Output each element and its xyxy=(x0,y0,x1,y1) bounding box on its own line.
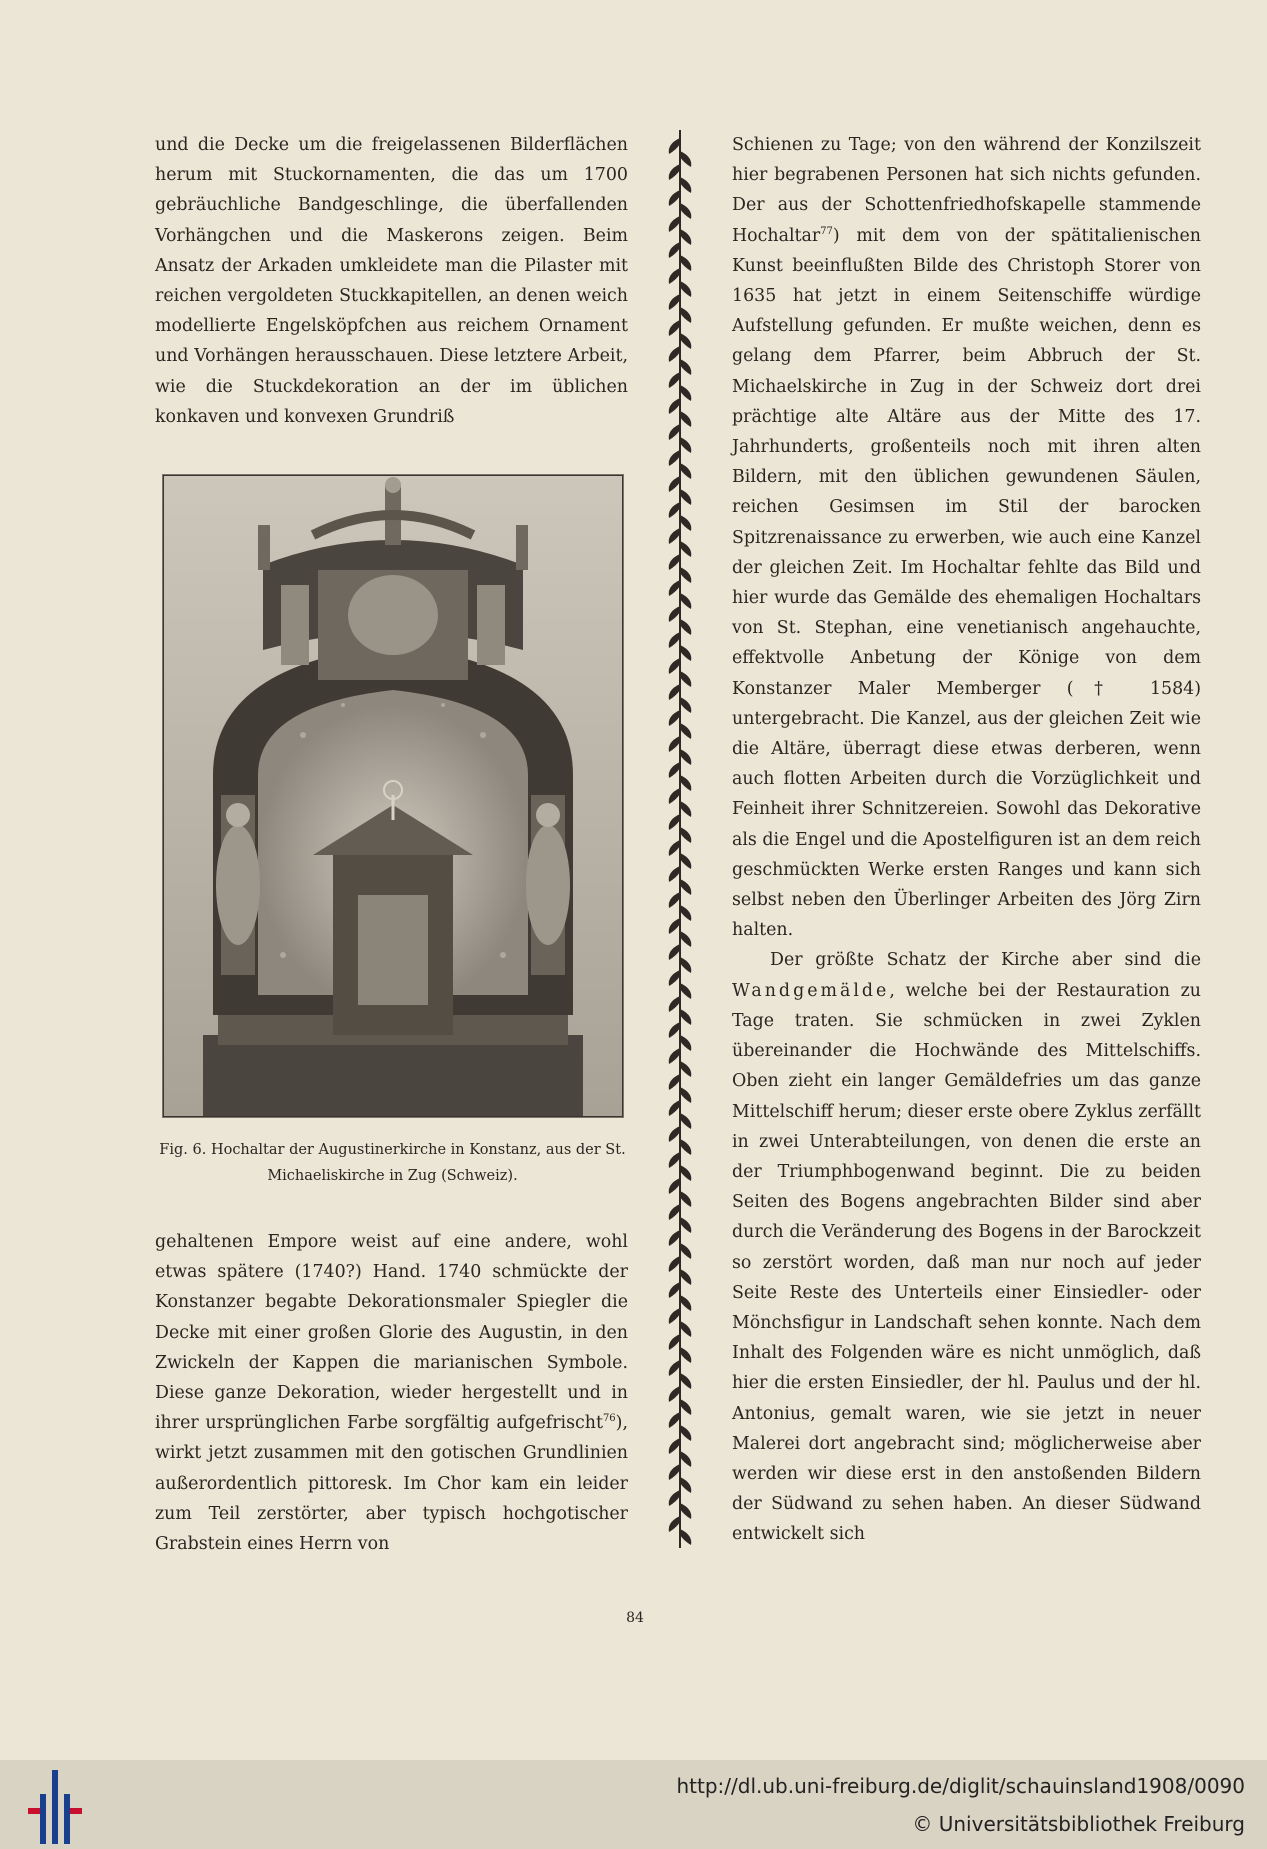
vine-leaf xyxy=(680,1009,691,1025)
vine-leaf xyxy=(669,450,680,466)
vine-leaf xyxy=(680,1399,691,1415)
vine-leaf xyxy=(680,879,691,895)
figure-caption: Fig. 6. Hochaltar der Augustinerkirche in Konstanz, aus der St. Michaeliskirche in Zug (Schweiz). xyxy=(159,1142,626,1184)
document-url-link[interactable]: http://dl.ub.uni-freiburg.de/diglit/schauinsland1908/0090 xyxy=(676,1774,1245,1798)
vine-leaf xyxy=(669,788,680,804)
vine-leaf xyxy=(680,463,691,479)
vine-leaf xyxy=(669,1282,680,1298)
vine-leaf xyxy=(669,1334,680,1350)
vine-leaf xyxy=(680,1477,691,1493)
altar-image xyxy=(163,475,623,1117)
vine-leaf xyxy=(680,567,691,583)
vine-leaf xyxy=(669,684,680,700)
vine-leaf xyxy=(680,853,691,869)
vine-leaf xyxy=(669,1074,680,1090)
emphasized-term: Wandgemälde xyxy=(732,980,890,1001)
vine-leaf xyxy=(669,814,680,830)
vine-leaf xyxy=(680,1139,691,1155)
vine-leaf xyxy=(680,489,691,505)
vine-leaf xyxy=(680,619,691,635)
vine-leaf xyxy=(680,723,691,739)
vine-leaf xyxy=(669,736,680,752)
vine-leaf xyxy=(680,645,691,661)
vine-leaf xyxy=(669,216,680,232)
vine-leaf xyxy=(669,606,680,622)
vine-leaf xyxy=(669,1438,680,1454)
vine-leaf xyxy=(680,333,691,349)
vine-leaf xyxy=(669,1100,680,1116)
vine-leaf xyxy=(669,320,680,336)
vine-leaf xyxy=(669,502,680,518)
vine-leaf xyxy=(669,1308,680,1324)
paragraph: gehaltenen Empore weist auf eine andere, wohl etwas spätere (1740?) Hand. 1740 schmückte der Konstanzer begabte Dekorationsmaler Spiegler die Decke mit einer großen Glorie des Augustin, in den Zwickeln der Kappen die marianischen Symbole. Diese ganze Dekoration, wieder hergestellt und in ihrer ursprünglichen Farbe sorgfältig aufgefrischt$^{76}$), wirkt jetzt zusammen mit den gotischen Grundlinien außerordentlich pittoresk. Im Chor kam ein leider zum Teil zerstörter, aber typisch hochgotischer Grabstein eines Herrn von xyxy=(155,1232,628,1555)
vine-leaf xyxy=(680,1061,691,1077)
vine-leaf xyxy=(680,1295,691,1311)
vine-leaf xyxy=(680,1347,691,1363)
vine-leaf xyxy=(669,944,680,960)
vine-leaf xyxy=(669,580,680,596)
footnote-ref: 76 xyxy=(602,1413,616,1425)
vine-leaf xyxy=(669,190,680,206)
vine-leaf xyxy=(680,151,691,167)
vine-leaf xyxy=(680,1087,691,1103)
vine-leaf xyxy=(680,775,691,791)
footer-bar xyxy=(0,1760,1267,1849)
vine-leaf xyxy=(669,242,680,258)
vine-leaf xyxy=(680,307,691,323)
vine-leaf xyxy=(669,1412,680,1428)
vine-leaf xyxy=(669,1256,680,1272)
vine-leaf xyxy=(669,1230,680,1246)
vine-leaf xyxy=(669,658,680,674)
vine-leaf xyxy=(680,697,691,713)
vine-leaf xyxy=(680,437,691,453)
footnote-ref: 77 xyxy=(820,225,833,237)
vine-leaf xyxy=(669,1152,680,1168)
vine-leaf xyxy=(680,1217,691,1233)
vine-leaf xyxy=(680,1451,691,1467)
vine-leaf xyxy=(669,346,680,362)
vine-leaf xyxy=(680,1243,691,1259)
vine-leaf xyxy=(680,281,691,297)
vine-leaf xyxy=(669,1178,680,1194)
vine-leaf xyxy=(669,1516,680,1532)
vine-leaf xyxy=(680,593,691,609)
vine-leaf xyxy=(669,294,680,310)
vine-leaf xyxy=(669,372,680,388)
paragraph: und die Decke um die freigelassenen Bilderflächen herum mit Stuckornamenten, die das um 1700 gebräuchliche Bandgeschlinge, die überfallenden Vorhängchen und die Maskerons zeigen. Beim Ansatz der Arkaden umkleidete man die Pilaster mit reichen vergoldeten Stuckkapitellen, an denen weich modellierte Engelsköpfchen aus reichem Ornament und Vorhängen herausschauen. Diese letztere Arbeit, wie die Stuckdekoration an der im üblichen konkaven und konvexen Grundriß xyxy=(155,135,628,427)
vine-leaf xyxy=(680,1529,691,1545)
vine-leaf xyxy=(680,229,691,245)
vine-leaf xyxy=(669,996,680,1012)
page-number: 84 xyxy=(626,1610,644,1626)
vine-leaf xyxy=(669,164,680,180)
vine-leaf xyxy=(680,749,691,765)
vine-leaf xyxy=(669,398,680,414)
vine-leaf xyxy=(669,1490,680,1506)
vine-leaf xyxy=(680,957,691,973)
vine-leaf xyxy=(669,762,680,778)
vine-leaf xyxy=(669,1048,680,1064)
vine-leaf xyxy=(680,1425,691,1441)
vine-leaf xyxy=(669,1022,680,1038)
paragraph: Schienen zu Tage; von den während der Konzilszeit hier begrabenen Personen hat sich nichts gefunden. Der aus der Schottenfriedhofskapelle stammende Hochaltar$^{77}$) mit dem von der spätitalienischen Kunst beeinflußten Bilde des Christoph Storer von 1635 hat jetzt in einem Seitenschiffe würdige Aufstellung gefunden. Er mußte weichen, denn es gelang dem Pfarrer, beim Abbruch der St. Michaelskirche in Zug in der Schweiz dort drei prächtige alte Altäre aus der Mitte des 17. Jahrhunderts, großenteils noch mit ihren alten Bildern, mit den üblichen gewundenen Säulen, reichen Gesimsen im Stil der barocken Spitzrenaissance zu erwerben, wie auch eine Kanzel der gleichen Zeit. Im Hochaltar fehlte das Bild und hier wurde das Gemälde des ehemaligen Hochaltars von St. Stephan, eine venetianisch angehauchte, effektvolle Anbetung der Könige von dem Konstanzer Maler Memberger († 1584) untergebracht. Die Kanzel, aus der gleichen Zeit wie die Altäre, überragt diese etwas derberen, wenn auch flotten Arbeiten durch die Vorzüglichkeit und Feinheit ihrer Schnitzereien. Sowohl das Dekorative als die Engel und die Apostelfiguren ist an dem reich geschmückten Werke ersten Ranges und kann sich selbst neben den Überlinger Arbeiten des Jörg Zirn halten. xyxy=(732,135,1201,941)
vine-leaf xyxy=(680,1035,691,1051)
vine-leaf xyxy=(669,840,680,856)
vine-leaf xyxy=(669,554,680,570)
vine-leaf xyxy=(680,905,691,921)
vine-leaf xyxy=(669,866,680,882)
left-column-top xyxy=(155,130,628,432)
vine-ornament xyxy=(664,130,696,1548)
vine-leaf xyxy=(669,1464,680,1480)
vine-leaf xyxy=(680,1503,691,1519)
vine-leaf xyxy=(680,983,691,999)
vine-leaf xyxy=(680,1321,691,1337)
vine-leaf xyxy=(680,177,691,193)
vine-leaf xyxy=(680,385,691,401)
library-logo-icon xyxy=(28,1770,82,1844)
paragraph: Der größte Schatz der Kirche aber sind die Wandgemälde, welche bei der Restauration zu Tage traten. Sie schmücken in zwei Zyklen übereinander die Hochwände des Mittelschiffs. Oben zieht ein langer Gemäldefries um das ganze Mittelschiff herum; dieser erste obere Zyklus zerfällt in zwei Unterabteilungen, von denen die erste an der Triumphbogenwand beginnt. Die zu beiden Seiten des Bogens angebrachten Bilder sind aber durch die Veränderung des Bogens in der Barockzeit so zerstört worden, daß man nur noch auf jeder Seite Reste des Unterteils einer Einsiedler- oder Mönchsfigur in Landschaft sehen konnte. Nach dem Inhalt des Folgenden wäre es nicht unmöglich, daß hier die ersten Einsiedler, der hl. Paulus und der hl. Antonius, gemalt waren, wie sie jetzt in neuer Malerei dort angebracht sind; möglicherweise aber werden wir diese erst in den anstoßenden Bildern der Südwand zu sehen haben. An dieser Südwand entwickelt sich xyxy=(732,950,1201,1545)
vine-leaf xyxy=(680,801,691,817)
vine-leaf xyxy=(669,138,680,154)
vine-leaf xyxy=(680,1165,691,1181)
vine-leaf xyxy=(669,918,680,934)
vine-leaf xyxy=(680,1269,691,1285)
vine-leaf xyxy=(669,1126,680,1142)
vine-leaf xyxy=(680,931,691,947)
vine-leaf xyxy=(680,515,691,531)
vine-leaf xyxy=(669,892,680,908)
right-column xyxy=(732,130,1201,1550)
vine-leaf xyxy=(680,1373,691,1389)
vine-leaf xyxy=(680,1113,691,1129)
vine-leaf xyxy=(669,1386,680,1402)
vine-leaf xyxy=(680,255,691,271)
vine-leaf xyxy=(669,476,680,492)
vine-leaf xyxy=(669,268,680,284)
vine-leaf xyxy=(680,359,691,375)
vine-leaf xyxy=(680,411,691,427)
vine-leaf xyxy=(680,1191,691,1207)
left-column-bottom xyxy=(155,1227,628,1559)
vine-ornament-divider xyxy=(664,130,696,1548)
vine-leaf xyxy=(680,671,691,687)
copyright-notice: © Universitätsbibliothek Freiburg xyxy=(912,1812,1245,1836)
vine-leaf xyxy=(669,424,680,440)
vine-leaf xyxy=(669,632,680,648)
vine-leaf xyxy=(669,710,680,726)
vine-leaf xyxy=(680,541,691,557)
vine-leaf xyxy=(680,827,691,843)
vine-leaf xyxy=(669,1204,680,1220)
vine-leaf xyxy=(669,528,680,544)
vine-leaf xyxy=(669,1360,680,1376)
altar-photograph xyxy=(162,474,624,1118)
vine-leaf xyxy=(680,203,691,219)
vine-leaf xyxy=(669,970,680,986)
